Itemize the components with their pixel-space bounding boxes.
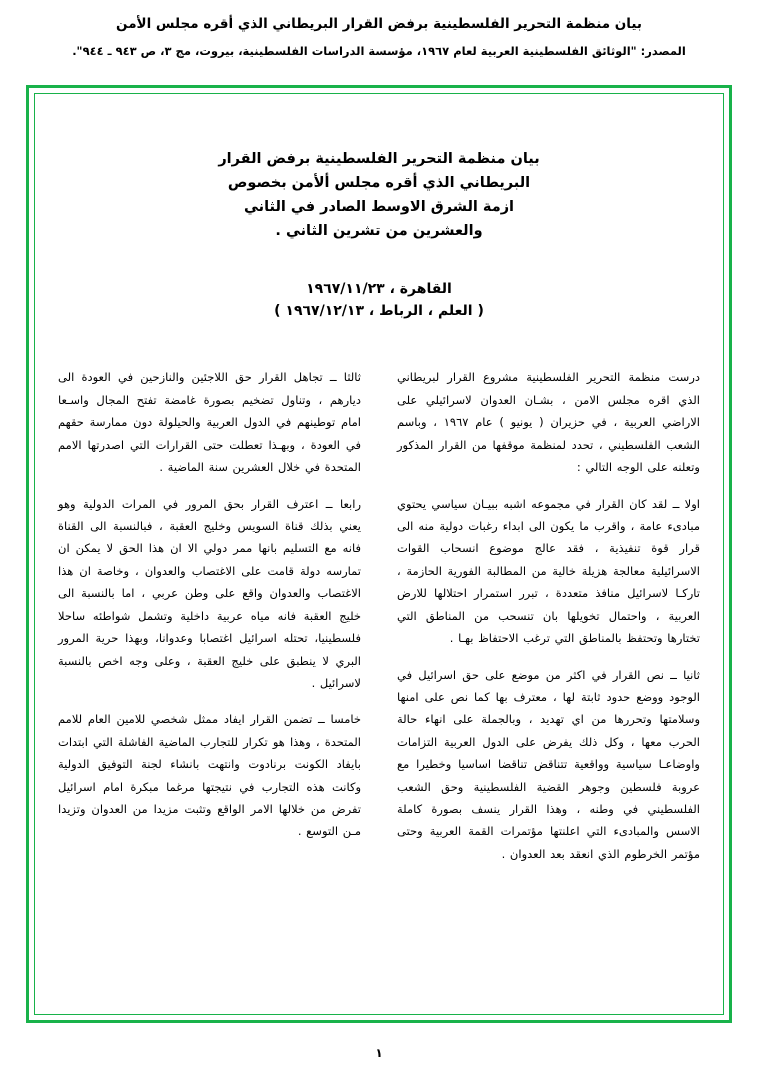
place-date-line-1: القاهرة ، ١٩٦٧/١١/٢٣ [306, 280, 452, 297]
heading-line-1: بيان منظمة التحرير الفلسطينية برفض القرار [218, 151, 540, 167]
header-source: المصدر: "الوثائق الفلسطينية العربية لعام ١٩٦٧، مؤسسة الدراسات الفلسطينية، بيروت، مج ٣، ص ٩٤٣ ـ ٩٤٤". [72, 44, 686, 59]
document-body [40, 100, 718, 1008]
heading-line-4: والعشرين من تشرين الثاني . [275, 222, 483, 239]
document-heading [58, 148, 700, 244]
paragraph: خامسا ــ تضمن القرار ايفاد ممثل شخصي للامين العام للامم المتحدة ، وهذا هو تكرار للتجارب الماضية الفاشلة التي ابتدات بايفاد الكونت برنادوت وانتهت بانشاء لجنة التوفيق الدولية وكانت هذه التجارب في نتيجتها مرغما مبكرة امام اسرائيل تفرض من خلالها الامر الواقع وتثبت مزيدا من العدوان وتزيدا مـن التوسع . [58, 712, 361, 839]
place-and-date [58, 278, 700, 323]
place-date-line-2: ( العلم ، الرباط ، ١٩٦٧/١٢/١٣ ) [274, 303, 484, 320]
column-right [397, 366, 700, 865]
paragraph: اولا ــ لقد كان القرار في مجموعه اشبه ببيـان سياسي يحتوي مبادىء عامة ، واقرب ما يكون الى ابداء رغبات دولية منه الى قرار قوة تنفيذية ، فقد عالج موضوع انسحاب القوات الاسرائيلية معالجة هزيلة خالية من المطالبة الفورية الحازمة ، تاركـا لاسرائيل منافذ متعددة ، تبرر استمرار احتلالها للارض العربية ، واحتمال تخويلها بان تنسحب من المناطق التي تختارها وتحتفظ بالمناطق التي ترغب الاحتفاظ بهـا . [397, 496, 700, 646]
two-column-text [58, 366, 700, 865]
heading-line-3: ازمة الشرق الاوسط الصادر في الثاني [243, 198, 515, 215]
paragraph: ثانيا ــ نص القرار في اكثر من موضع على حق اسرائيل في الوجود ووضع حدود ثابتة لها ، معترف بها كما نص على امنها وسلامتها وتحررها من اي تهديد ، وبالجملة على انهاء حالة الحرب معها ، وكل ذلك يفرض على الدول العربية التزامات واوضاعـا سياسية وواقعية تتناقض تناقضا اساسيا وخطيرا مع عروبة فلسطين وجوهر القضية الفلسطينية وحق الشعب الفلسطيني في وطنه ، وهذا القرار ينسف بصورة كاملة الاسس والمبادىء التي اعلنتها مؤتمرات القمة العربية وحتى مؤتمر الخرطوم الذي انعقد بعد العدوان . [397, 667, 700, 861]
header-title: بيان منظمة التحرير الفلسطينية برفض القرار البريطاني الذي أقره مجلس الأمن [116, 16, 642, 32]
page-header [0, 0, 758, 61]
column-left [58, 366, 361, 842]
page-number: ١ [375, 1046, 383, 1060]
heading-line-2: البريطاني الذي أقره مجلس ألأمن بخصوص [227, 174, 531, 191]
paragraph: رابعا ــ اعترف القرار بحق المرور في المرات الدولية وهو يعني بذلك قناة السويس وخليج العقبة ، فبالنسبة الى القناة فانه مع التسليم بانها ممر دولي الا ان هذا الحق لا يمكن ان تمارسه دولة قامت على الاغتصاب والعدوان ، وخاصة ان هذا الاغتصاب والعدوان واقع على وطن عربي ، اما بالنسبة الى خليج العقبة فانه مياه عربية داخلية وتشمل شواطئه ساحلا فلسطينيا، تحتله اسرائيل اغتصابا وعدوانا، وبهذا حرية المرور البري لا ينطبق على خليج العقبة ، وعلى وجه اخص بالنسبة لاسرائيل . [58, 496, 361, 690]
paragraph: ثالثا ــ تجاهل القرار حق اللاجئين والنازحين في العودة الى ديارهم ، وتناول تضخيم بصورة غامضة تفتح المجال واسـعا امام توطينهم في الدول العربية والحيلولة دون ممارسة حقهم في العودة ، وبهـذا تعطلت حتى القرارات التي اصدرتها الامم المتحدة في خلال العشرين سنة الماضية . [58, 370, 361, 475]
paragraph: درست منظمة التحرير الفلسطينية مشروع القرار لبريطاني الذي اقره مجلس الامن ، بشـان العدوان لاسرائيلي على الاراضي العربية ، في حزيران ( يونيو ) عام ١٩٦٧ ، وباسم الشعب الفلسطيني ، تحدد لمنظمة موقفها من القرار المذكور وتعلنه على الوجه التالي : [397, 370, 700, 475]
